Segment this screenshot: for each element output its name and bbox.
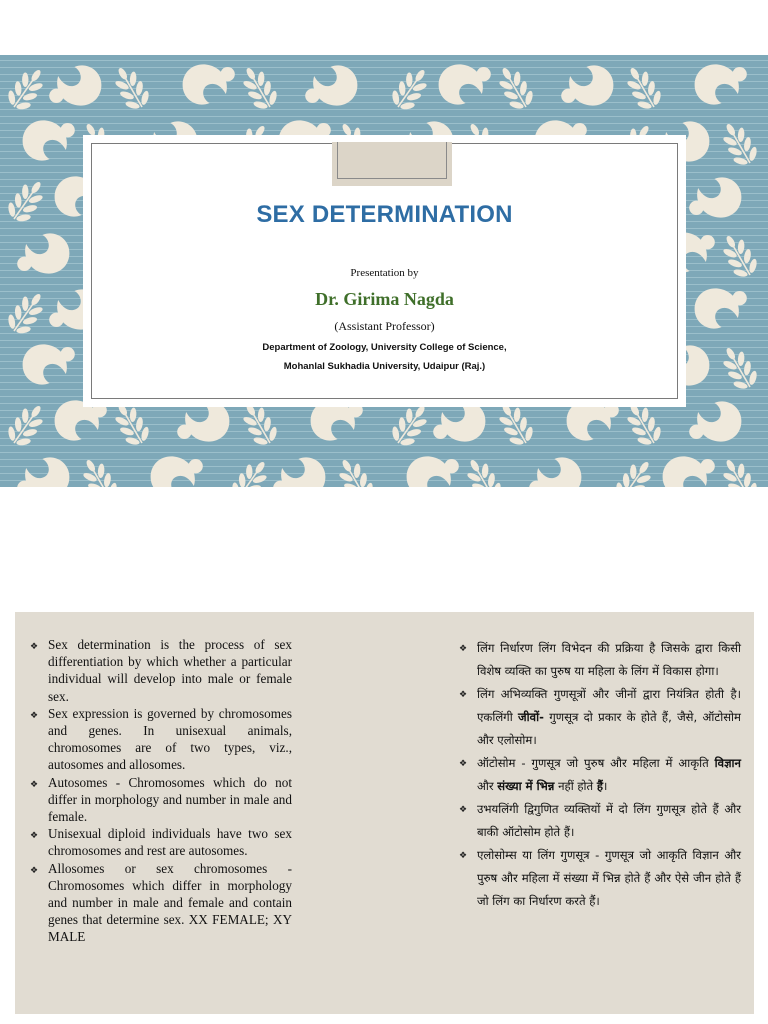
hindi-text: गुणसूत्र दो प्रकार के होते हैं, जैसे, ऑटोसोम और एलोसोम। bbox=[477, 710, 741, 747]
hindi-text: और bbox=[477, 779, 498, 793]
hindi-bold-text: विज्ञान bbox=[714, 756, 741, 770]
hindi-text: ऑटोसोम - गुणसूत्र जो पुरुष और महिला में आकृति bbox=[477, 756, 715, 770]
presented-by-label: Presentation by bbox=[350, 267, 419, 279]
english-point: ❖ Allosomes or sex chromosomes - Chromosomes which differ in morphology and number in male and female and contain genes that determine sex. XX FEMALE; XY MALE bbox=[30, 860, 292, 946]
hindi-bullet-list bbox=[459, 637, 741, 913]
hindi-text: । bbox=[603, 779, 608, 793]
hindi-text: लिंग अभिव्यक्ति गुणसूत्रों और जीनों द्वारा नियंत्रित होती है। एकलिंगी bbox=[477, 687, 741, 724]
hindi-text: नहीं होते bbox=[554, 779, 597, 793]
title-card-border bbox=[91, 143, 678, 399]
university-line: Mohanlal Sukhadia University, Udaipur (Raj.) bbox=[283, 361, 486, 372]
author-name: Dr. Girima Nagda bbox=[315, 289, 454, 309]
english-bullet-list bbox=[30, 636, 292, 946]
hindi-point: ❖ एलोसोम्स या लिंग गुणसूत्र - गुणसूत्र जो आकृति विज्ञान और पुरुष और महिला में संख्या में भिन्न होते हैं और ऐसे जीन होते हैं जो लिंग का निर्धारण करते हैं। bbox=[459, 844, 741, 913]
hindi-point bbox=[459, 683, 741, 752]
hindi-bold-text: संख्या में भिन्न bbox=[497, 779, 555, 793]
title-slide bbox=[0, 55, 768, 487]
english-point: ❖ Sex determination is the process of sex differentiation by which whether a particular individual will develop into male or female sex. bbox=[30, 636, 292, 705]
hindi-bold-text: जीवों- bbox=[518, 710, 544, 724]
author-role: (Assistant Professor) bbox=[334, 319, 435, 333]
content-slide bbox=[15, 612, 754, 1014]
hindi-bold-text: हैं bbox=[596, 779, 604, 793]
presentation-title: SEX DETERMINATION bbox=[256, 201, 513, 228]
hindi-point bbox=[459, 752, 741, 798]
english-point: ❖ Autosomes - Chromosomes which do not differ in morphology and number in male and female. bbox=[30, 774, 292, 826]
english-point: ❖ Sex expression is governed by chromosomes and genes. In unisexual animals, chromosomes are of two types, viz., autosomes and allosomes. bbox=[30, 705, 292, 774]
label-tab bbox=[332, 142, 452, 186]
hindi-point: ❖ लिंग निर्धारण लिंग विभेदन की प्रक्रिया है जिसके द्वारा किसी विशेष व्यक्ति का पुरुष या महिला के लिंग में विकास होगा। bbox=[459, 637, 741, 683]
english-point: ❖ Unisexual diploid individuals have two sex chromosomes and rest are autosomes. bbox=[30, 825, 292, 859]
department-line: Department of Zoology, University College of Science, bbox=[262, 342, 507, 353]
hindi-point: ❖ उभयलिंगी द्विगुणित व्यक्तियों में दो लिंग गुणसूत्र होते हैं और बाकी ऑटोसोम होते हैं। bbox=[459, 798, 741, 844]
title-card bbox=[83, 135, 686, 407]
